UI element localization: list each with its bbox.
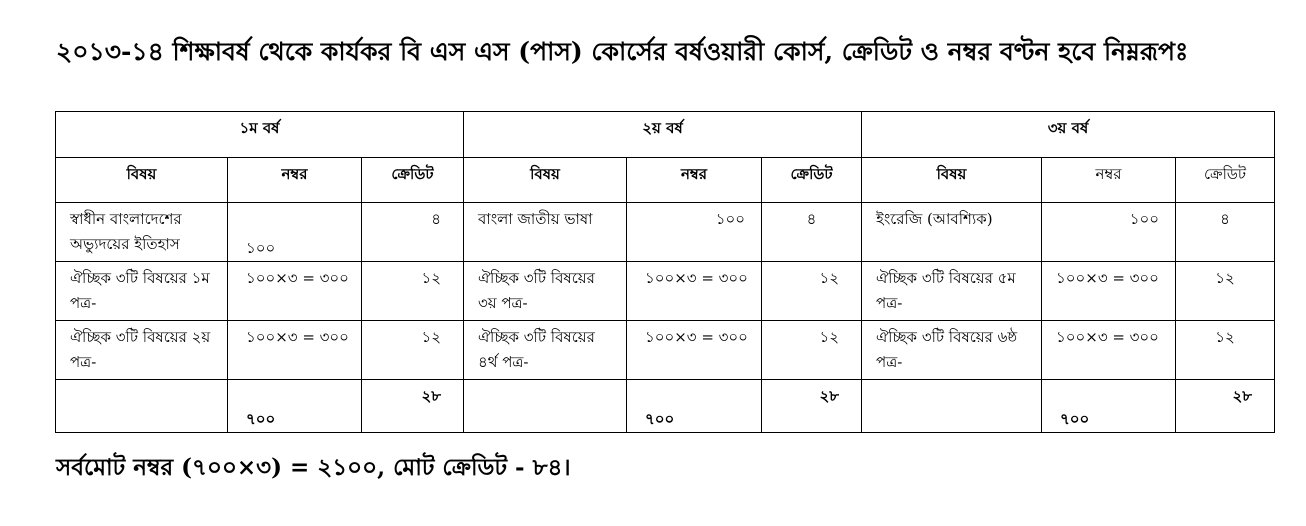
credit-column-header: ক্রেডিট xyxy=(362,158,464,203)
total-marks-cell: ৭০০ xyxy=(1042,380,1176,433)
column-header-row xyxy=(56,158,1275,203)
marks-column-header: নম্বর xyxy=(228,158,362,203)
subject-cell: স্বাধীন বাংলাদেশের অভ্যুদয়ের ইতিহাস xyxy=(56,203,228,262)
course-credit-table xyxy=(55,111,1275,433)
total-credit-cell: ২৮ xyxy=(362,380,464,433)
credit-cell: ৪ xyxy=(1176,203,1275,262)
grand-total-summary: সর্বমোট নম্বর (৭০০×৩) = ২১০০, মোট ক্রেডিট - ৮৪। xyxy=(56,454,571,481)
empty-cell xyxy=(56,380,228,433)
marks-cell: ১০০×৩ = ৩০০ xyxy=(627,321,762,380)
subject-cell: ঐচ্ছিক ৩টি বিষয়ের ৩য় পত্র- xyxy=(464,262,627,321)
empty-cell xyxy=(862,380,1042,433)
table-row xyxy=(56,203,1275,262)
year-header-row xyxy=(56,112,1275,158)
total-credit-cell: ২৮ xyxy=(762,380,862,433)
year-1-header: ১ম বর্ষ xyxy=(56,112,464,158)
marks-cell: ১০০ xyxy=(228,203,362,262)
year-2-header: ২য় বর্ষ xyxy=(464,112,862,158)
subject-cell: ঐচ্ছিক ৩টি বিষয়ের ২য় পত্র- xyxy=(56,321,228,380)
table-row xyxy=(56,262,1275,321)
credit-column-header: ক্রেডিট xyxy=(762,158,862,203)
subject-cell: ঐচ্ছিক ৩টি বিষয়ের ৬ষ্ঠ পত্র- xyxy=(862,321,1042,380)
subject-cell: ঐচ্ছিক ৩টি বিষয়ের ৪র্থ পত্র- xyxy=(464,321,627,380)
marks-cell: ১০০×৩ = ৩০০ xyxy=(1042,262,1176,321)
credit-cell: ৪ xyxy=(362,203,464,262)
subject-cell: ঐচ্ছিক ৩টি বিষয়ের ১ম পত্র- xyxy=(56,262,228,321)
subject-column-header: বিষয় xyxy=(862,158,1042,203)
total-marks-cell: ৭০০ xyxy=(228,380,362,433)
marks-cell: ১০০ xyxy=(627,203,762,262)
credit-cell: ১২ xyxy=(362,321,464,380)
credit-cell: ১২ xyxy=(762,321,862,380)
credit-cell: ১২ xyxy=(1176,321,1275,380)
credit-cell: ৪ xyxy=(762,203,862,262)
totals-row xyxy=(56,380,1275,433)
subject-column-header: বিষয় xyxy=(56,158,228,203)
empty-cell xyxy=(464,380,627,433)
marks-column-header: নম্বর xyxy=(627,158,762,203)
table-row xyxy=(56,321,1275,380)
total-credit-cell: ২৮ xyxy=(1176,380,1275,433)
marks-cell: ১০০×৩ = ৩০০ xyxy=(228,262,362,321)
subject-cell: বাংলা জাতীয় ভাষা xyxy=(464,203,627,262)
total-marks-cell: ৭০০ xyxy=(627,380,762,433)
credit-column-header: ক্রেডিট xyxy=(1176,158,1275,203)
marks-cell: ১০০×৩ = ৩০০ xyxy=(627,262,762,321)
marks-cell: ১০০×৩ = ৩০০ xyxy=(1042,321,1176,380)
credit-cell: ১২ xyxy=(362,262,464,321)
subject-cell: ইংরেজি (আবশ্যিক) xyxy=(862,203,1042,262)
page-heading: ২০১৩-১৪ শিক্ষাবর্ষ থেকে কার্যকর বি এস এস (পাস) কোর্সের বর্ষওয়ারী কোর্স, ক্রেডিট ও নম্বর বণ্টন হবে নিম্নরূপঃ xyxy=(56,37,1189,66)
marks-column-header: নম্বর xyxy=(1042,158,1176,203)
year-3-header: ৩য় বর্ষ xyxy=(862,112,1275,158)
subject-cell: ঐচ্ছিক ৩টি বিষয়ের ৫ম পত্র- xyxy=(862,262,1042,321)
marks-cell: ১০০ xyxy=(1042,203,1176,262)
credit-cell: ১২ xyxy=(762,262,862,321)
marks-cell: ১০০×৩ = ৩০০ xyxy=(228,321,362,380)
subject-column-header: বিষয় xyxy=(464,158,627,203)
credit-cell: ১২ xyxy=(1176,262,1275,321)
